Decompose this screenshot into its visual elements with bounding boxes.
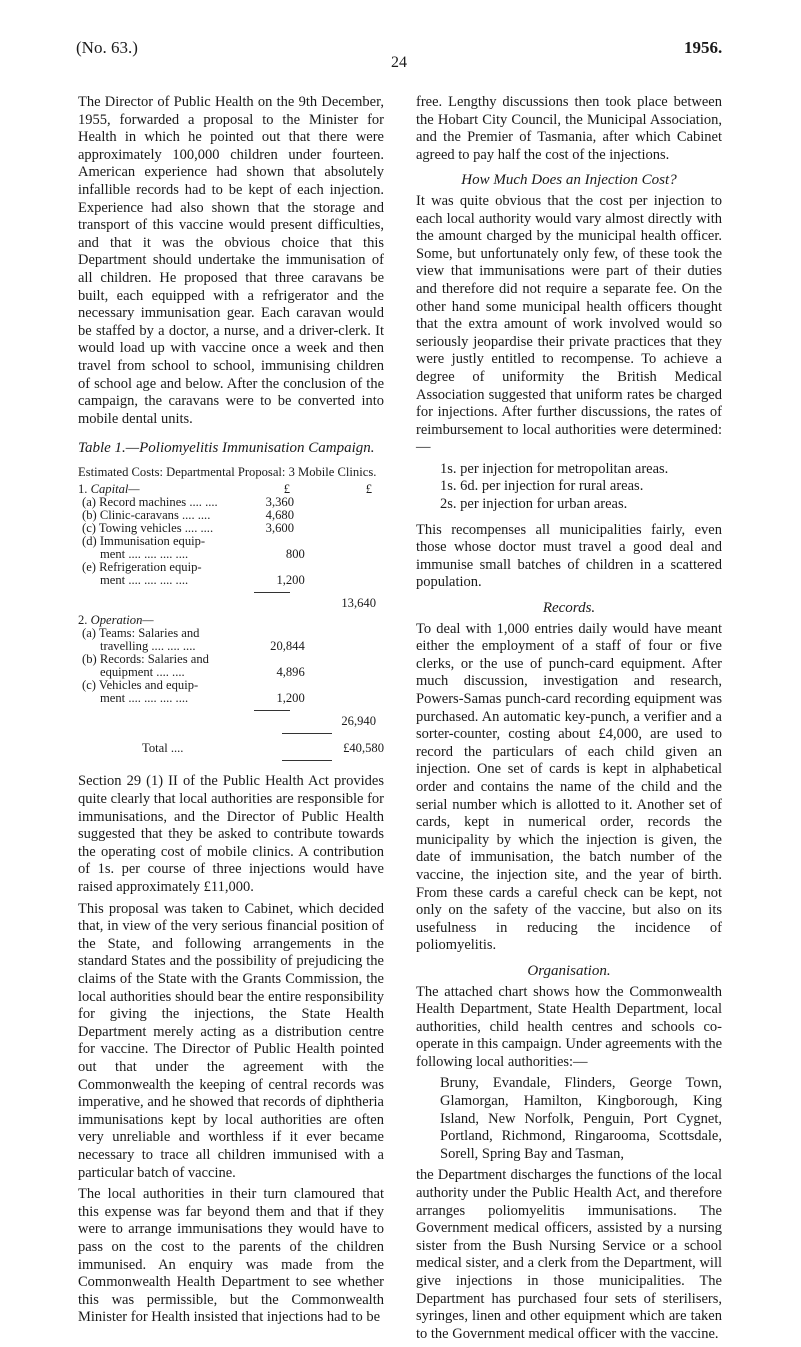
item-amount: 4,896 <box>276 665 305 680</box>
item-subtotal <box>294 496 376 509</box>
rate-item: 1s. 6d. per injection for rural areas. <box>440 478 644 495</box>
table-rule <box>78 705 384 715</box>
rates-list <box>416 461 722 514</box>
item-subtotal <box>294 561 376 574</box>
table-title-text: —Poliomyelitis Immunisation Campaign. <box>125 440 375 457</box>
currency-symbol: £ <box>283 482 290 497</box>
item-subtotal <box>305 666 384 679</box>
rate-item: 2s. per injection for urban areas. <box>440 496 628 513</box>
heading-records: Records. <box>542 600 596 617</box>
item-subtotal <box>305 692 384 705</box>
item-subtotal <box>305 548 384 561</box>
item-label: (b) Clinic-caravans .... .... <box>82 508 211 523</box>
currency-symbol: £ <box>365 482 372 497</box>
item-label: (c) Towing vehicles .... .... <box>82 521 214 536</box>
item-amount: 3,360 <box>265 495 294 510</box>
paragraph-cabinet: This proposal was taken to Cabinet, which decided that, in view of the very serious financial position of the State, and following arrangements in the standard States and the possibility of prejudicing the claims of the State with the Grants Commission, the local authorities should bear the entire responsibility for giving the injections, the State Health Department merely acting as a distribution centre for vaccine. The Director of Public Health pointed out that under the agreement with the Commonwealth the keeping of central records was imperative, and he showed that records of diphtheria immunisations kept by local authorities are often very unreliable and worthless if it ever became necessary to trace all children immunised with a particular batch of vaccine. <box>78 900 384 1181</box>
table-subtotal-row <box>78 597 384 610</box>
table-total-row <box>78 742 384 755</box>
item-amount: 800 <box>285 547 305 562</box>
table-subtitle: Estimated Costs: Departmental Proposal: 3 Mobile Clinics. <box>78 464 377 479</box>
item-subtotal <box>305 574 384 587</box>
section-number: 1. <box>78 482 88 497</box>
table-title-prefix: Table 1. <box>78 440 126 457</box>
section-title: Capital— <box>90 482 140 497</box>
heading-organisation: Organisation. <box>527 962 611 979</box>
paragraph-records: To deal with 1,000 entries daily would have meant either the employment of a staff of four or five clerks, or the use of punch-card equipment. After much discussion, investigation and research, Powers-Samas punch-card recording equipment was purchased. An automatic key-punch, a verifier and a sorter-counter, costing about £4,000, are used to record the particulars of each child given an injection. One set of cards is kept in alphabetical order and contains the name of the child and the serial number which is allotted to it. Another set of cards, kept in numerical order, records the municipality by which the injection is given, the date of immunisation, the batch number of the vaccine, the injection site, and the year of birth. From these cards a careful check can be kept, not only on the safety of the vaccine, but also on its usefulness in reducing the incidence of poliomyelitis. <box>416 620 722 954</box>
capital-total: 13,640 <box>341 596 376 611</box>
table-title <box>78 440 384 458</box>
item-label: ment .... .... .... .... <box>100 573 189 588</box>
table-rule <box>78 755 384 765</box>
heading-injection-cost: How Much Does an Injection Cost? <box>461 172 677 189</box>
item-label: ment .... .... .... .... <box>100 547 189 562</box>
table-row <box>78 692 384 705</box>
paragraph-local-authorities: The local authorities in their turn clamoured that this expense was far beyond them and that if they were to arrange immunisations they would have to pass on the cost to the parents of the children immunised. An enquiry was made from the Commonwealth Health Department to see whether this was permissible, but the Commonwealth Minister for Health insisted that injections had to be <box>78 1186 384 1326</box>
paragraph-discussions: free. Lengthy discussions then took place between the Hobart City Council, the Municipal Association, and the Premier of Tasmania, after which Cabinet agreed to pay half the cost of the injections. <box>416 94 722 163</box>
item-label: (d) Immunisation equip- <box>82 534 206 549</box>
section-title: Operation— <box>90 613 154 628</box>
paragraph-organisation: The attached chart shows how the Commonwealth Health Department, State Health Department, local authorities, child health centres and schools co-operate in this campaign. Under agreements with the following local authorities:— <box>416 983 723 1070</box>
page-number: 24 <box>391 54 407 71</box>
left-column <box>78 94 384 1331</box>
rate-item: 1s. per injection for metropolitan areas. <box>440 460 669 477</box>
cost-table <box>78 483 384 765</box>
item-subtotal <box>294 522 376 535</box>
paragraph-injection-cost: It was quite obvious that the cost per injection to each local authority would vary almost directly with the amount charged by the municipal health officer. Some, but unfortunately only few, of these took the view that immunisations were part of their duties and therefore did not require a separate fee. On the other hand some municipal health officers thought that the extra amount of work involved would so seriously jeopardise their private practices that they were justly entitled to recompense. To achieve a degree of uniformity the British Medical Association suggested that uniform rates be charged for injections. After further discussions, the rates of reimbursement to local authorities were determined:— <box>416 192 722 456</box>
item-amount: 1,200 <box>276 573 305 588</box>
section-number: 2. <box>78 613 88 628</box>
item-subtotal <box>294 679 376 692</box>
paragraph-recompense: This recompenses all municipalities fairly, even those whose doctor must travel a good deal and immunise small batches of children in a scattered population. <box>416 521 722 591</box>
item-subtotal <box>305 640 384 653</box>
total-label: Total .... <box>142 741 184 756</box>
operation-total: 26,940 <box>341 714 376 729</box>
right-column <box>416 94 722 1347</box>
item-amount: 1,200 <box>276 691 305 706</box>
item-subtotal <box>294 653 376 666</box>
item-subtotal <box>294 509 376 522</box>
table-row <box>78 574 384 587</box>
item-subtotal <box>294 535 376 548</box>
item-label: travelling .... .... .... <box>100 639 196 654</box>
item-label: (e) Refrigeration equip- <box>82 560 202 575</box>
paragraph-proposal: The Director of Public Health on the 9th December, 1955, forwarded a proposal to the Minister for Health in which he pointed out that there were approximately 100,000 children under fourteen. American experience had shown that absolutely infallible records had to be kept of each injection. Experience had also shown that the storage and transport of this vaccine would present difficulties, and that it was the obvious choice that this Department should undertake the immunisation of all children. He proposed that three caravans be built, each equipped with a refrigerator and the necessary immunisation gear. Each caravan would be staffed by a doctor, a nurse, and a driver-clerk. It would load up with vaccine once a week and then travel from school to school, immunising children of school age and below. After the conclusion of the campaign, the caravans were to be converted into mobile dental units. <box>78 94 384 427</box>
item-subtotal <box>294 627 376 640</box>
paragraph-department-functions: the Department discharges the functions of the local authority under the Public Health Act, and therefore arranges poliomyelitis immunisations. The Government medical officers, assisted by a nursing sister from the Bush Nursing Service or a school medical sister, and a clerk from the Department, will give injections in those municipalities. The Department has purchased four sets of sterilisers, syringes, linen and other equipment which are taken to the Government medical officer with the vaccine. <box>416 1167 722 1342</box>
item-amount: 20,844 <box>270 639 305 654</box>
item-label: (a) Teams: Salaries and <box>82 626 200 641</box>
item-label: (b) Records: Salaries and <box>82 652 209 667</box>
item-amount: 4,680 <box>265 508 294 523</box>
header-year: 1956. <box>684 38 723 57</box>
item-label: (c) Vehicles and equip- <box>82 678 199 693</box>
grand-total: £40,580 <box>343 741 384 756</box>
table-subtotal-row <box>78 715 384 728</box>
table-rule <box>78 728 384 738</box>
header-document-number: (No. 63.) <box>76 38 138 57</box>
item-amount: 3,600 <box>265 521 294 536</box>
table-rule <box>78 587 384 597</box>
item-label: ment .... .... .... .... <box>100 691 189 706</box>
paragraph-section-29: Section 29 (1) II of the Public Health Act provides quite clearly that local authorities are responsible for immunisations, and the Director of Public Health suggested that they be asked to contribute towards the operating cost of mobile clinics. A contribution of 1s. per course of three injections would have raised approximately £11,000. <box>78 773 384 896</box>
item-label: (a) Record machines .... .... <box>82 495 218 510</box>
item-label: equipment .... .... <box>100 665 185 680</box>
paragraph-municipalities: Bruny, Evandale, Flinders, George Town, Glamorgan, Hamilton, Kingborough, King Island, New Norfolk, Penguin, Port Cygnet, Portland, Richmond, Ringarooma, Scottsdale, Sorell, Spring Bay and Tasman, <box>440 1075 722 1162</box>
